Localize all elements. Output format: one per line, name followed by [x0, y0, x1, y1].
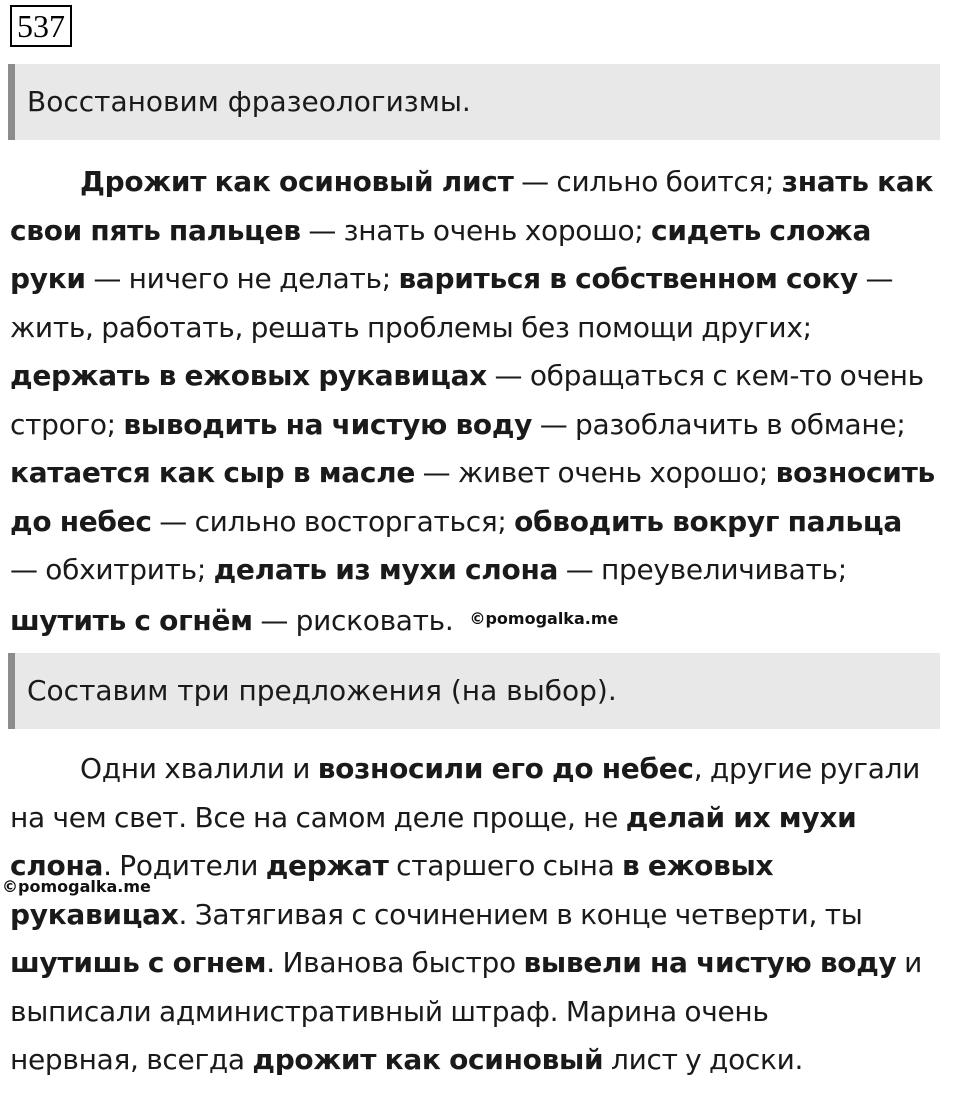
plain-text: — обращаться с кем-то очень — [486, 359, 924, 392]
text-line — [10, 1036, 956, 1085]
plain-text: старшего сына — [388, 849, 623, 882]
idiom-text: Дрожит как осиновый лист — [80, 165, 514, 198]
task-number: 537 — [10, 5, 72, 47]
text-line — [10, 207, 956, 256]
text-line — [10, 352, 956, 401]
plain-text: — разоблачить в обмане; — [532, 407, 906, 441]
plain-text: . Родители — [103, 849, 266, 882]
idiom-text: выводить на чистую воду — [123, 407, 533, 441]
text-line — [10, 745, 956, 794]
idiom-text: катается как сыр в масле — [10, 456, 416, 489]
idiom-text: в ежовых — [622, 849, 774, 882]
plain-text: — сильно восторгаться; — [151, 504, 515, 538]
text-line — [10, 842, 956, 891]
text-line — [10, 158, 956, 207]
idioms-paragraph — [10, 158, 956, 645]
text-line — [10, 988, 956, 1037]
idiom-text: делай их мухи — [625, 800, 857, 834]
plain-text: нервная, всегда — [10, 1043, 253, 1076]
text-line — [10, 939, 956, 988]
text-line — [10, 546, 956, 595]
idiom-text: вариться в собственном соку — [398, 262, 858, 295]
plain-text: — живет очень хорошо; — [415, 456, 776, 489]
plain-text: — рисковать. — [252, 603, 454, 637]
plain-text: на чем свет. Все на самом деле проще, не — [10, 800, 626, 834]
plain-text: . Затягивая с сочинением в конце четверти, ты — [178, 897, 863, 931]
watermark: ©pomogalka.me — [2, 877, 151, 896]
idiom-text: возносить — [775, 456, 935, 489]
idiom-text: обводить вокруг пальца — [514, 504, 902, 538]
plain-text: — преувеличивать; — [558, 553, 847, 586]
text-line — [10, 794, 956, 843]
text-line — [10, 255, 956, 304]
text-line — [10, 891, 956, 940]
idiom-text: шутить с огнём — [10, 603, 253, 637]
plain-text: — обхитрить; — [10, 553, 214, 586]
idiom-text: до небес — [10, 504, 152, 538]
section-header-compose-sentences: Составим три предложения (на выбор). — [8, 653, 940, 729]
idiom-text: дрожит как осиновый — [252, 1043, 604, 1076]
plain-text: — сильно боится; — [513, 165, 782, 198]
text-line — [10, 498, 956, 547]
idiom-text: рукавицах — [10, 897, 179, 931]
plain-text: жить, работать, решать проблемы без помощи других; — [10, 310, 812, 344]
plain-text: — ничего не делать; — [85, 262, 399, 295]
idiom-text: делать из мухи слона — [213, 553, 559, 586]
idiom-text: держат — [265, 849, 389, 882]
idiom-text: держать в ежовых рукавицах — [10, 359, 487, 392]
watermark: ©pomogalka.me — [469, 608, 619, 628]
text-line — [10, 595, 956, 646]
idiom-text: слона — [10, 849, 104, 882]
plain-text: , другие ругали — [693, 752, 921, 785]
idiom-text: свои пять пальцев — [10, 213, 301, 247]
plain-text: лист у доски. — [603, 1043, 804, 1076]
plain-text: выписали административный штраф. Марина очень — [10, 994, 769, 1028]
idiom-text: руки — [10, 262, 86, 295]
idiom-text: вывели на чистую воду — [523, 946, 897, 979]
idiom-text: возносили его до небес — [317, 752, 694, 785]
plain-text: Одни хвалили и — [80, 752, 318, 785]
text-line — [10, 401, 956, 450]
idiom-text: знать как — [781, 165, 934, 198]
plain-text: — — [857, 262, 894, 295]
idiom-text: сидеть сложа — [651, 213, 872, 247]
text-line — [10, 304, 956, 353]
idiom-text: шутишь с огнем — [10, 946, 267, 979]
text-line — [10, 449, 956, 498]
plain-text: . Иванова быстро — [266, 946, 524, 979]
plain-text: и — [896, 946, 922, 979]
sentences-paragraph — [10, 745, 956, 1085]
plain-text: — знать очень хорошо; — [300, 213, 652, 247]
section-header-restore-idioms: Восстановим фразеологизмы. — [8, 64, 940, 140]
plain-text: строго; — [10, 407, 124, 441]
